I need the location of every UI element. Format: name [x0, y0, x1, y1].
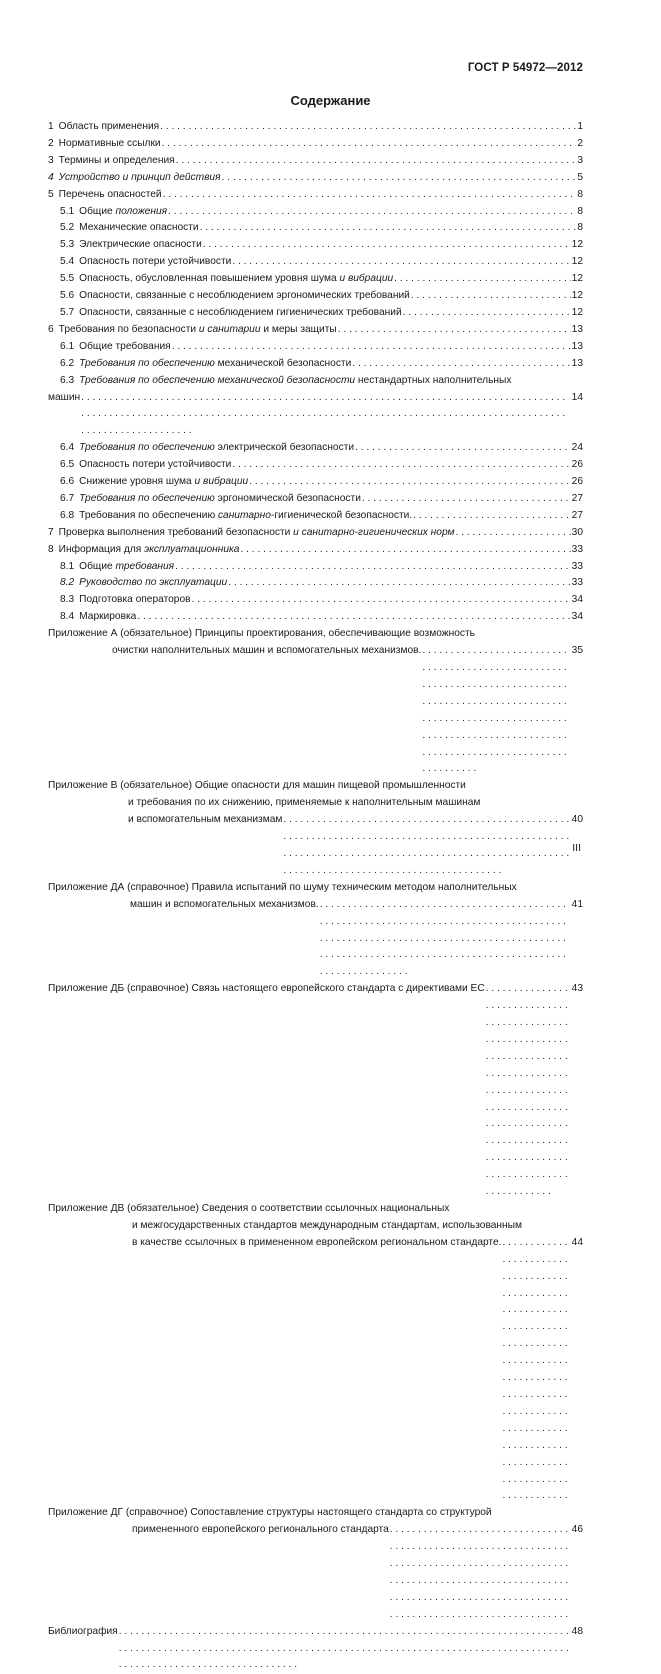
leader-dots [411, 288, 571, 305]
entry-text-part: -гигиенической безопасности. [270, 509, 413, 521]
leader-dots [192, 592, 571, 609]
leader-dots [403, 305, 571, 322]
appendix-entry[interactable] [48, 880, 583, 981]
entry-page-number: 43 [571, 983, 583, 995]
entry-number: 6.1 [60, 340, 75, 352]
appendix-entry[interactable] [48, 1201, 583, 1505]
toc-entry[interactable] [48, 440, 583, 457]
entry-page-number: 27 [571, 509, 583, 521]
leader-dots [160, 119, 576, 136]
entry-page-number: 12 [571, 290, 583, 302]
entry-text-part: Механические опасности [79, 222, 199, 234]
entry-page-number: 33 [571, 543, 583, 555]
entry-text-part: положения [115, 205, 168, 217]
entry-label [79, 440, 354, 457]
toc-entry[interactable] [48, 305, 583, 322]
entry-text-part: Проверка выполнения требований безопасности [58, 526, 294, 538]
entry-text-part: Требования по безопасности [58, 323, 199, 335]
toc-entry[interactable] [48, 204, 583, 221]
leader-dots [168, 204, 576, 221]
leader-dots [390, 1522, 571, 1623]
leader-dots [222, 170, 577, 187]
toc-entry[interactable] [48, 170, 583, 187]
entry-label [79, 375, 511, 386]
entry-page-number: 13 [571, 357, 583, 369]
toc-entry[interactable] [48, 542, 583, 559]
appendix-title-line: Приложение ДБ (справочное) Связь настоящего европейского стандарта с директивами ЕС [48, 983, 485, 995]
entry-label [79, 559, 174, 576]
toc-entry[interactable] [48, 491, 583, 508]
entry-text-part: Информация для [58, 543, 145, 555]
entry-label [79, 305, 401, 322]
entry-label [59, 322, 337, 339]
entry-text-part: Нормативные ссылки [58, 137, 161, 149]
appendix-title-line: Приложение ДА (справочное) Правила испытаний по шуму техническим методом наполнительных [48, 881, 517, 893]
leader-dots [232, 254, 570, 271]
entry-label [59, 525, 455, 542]
toc-entry[interactable] [48, 356, 583, 373]
entry-label [79, 592, 190, 609]
leader-dots [203, 237, 571, 254]
entry-text-part: Устройство и принцип действия [58, 171, 221, 183]
entry-text-part: и меры защиты [260, 323, 337, 335]
entry-label [79, 288, 410, 305]
entry-page-number: 41 [571, 898, 583, 910]
entry-text-part: Общие [79, 205, 116, 217]
entry-number: 7 [48, 526, 54, 538]
entry-text-part: Руководство по эксплуатации [79, 577, 228, 589]
toc-entry[interactable] [48, 457, 583, 474]
leader-dots [163, 187, 577, 204]
leader-dots [355, 440, 571, 457]
entry-number: 8.3 [60, 594, 75, 606]
entry-text-part: санитарно [217, 509, 271, 521]
entry-number: 6.4 [60, 442, 75, 454]
entry-number: 6.5 [60, 459, 75, 471]
toc-entry[interactable] [48, 237, 583, 254]
appendix-entry[interactable] [48, 1624, 583, 1674]
toc-entry[interactable] [48, 136, 583, 153]
entry-number: 6 [48, 323, 54, 335]
entry-text-part: Термины и определения [58, 154, 175, 166]
entry-number: 6.6 [60, 476, 75, 488]
entry-label [59, 187, 162, 204]
leader-dots [456, 525, 571, 542]
toc-entry[interactable] [48, 339, 583, 356]
entry-page-number: 35 [571, 645, 583, 657]
standard-code: ГОСТ Р 54972—2012 [467, 62, 583, 74]
entry-text-part: Опасность, обусловленная повышением уровня шума [79, 273, 340, 285]
entry-label [79, 254, 231, 271]
entry-label [59, 153, 175, 170]
appendix-title-line: Приложение ДГ (справочное) Сопоставление структуры настоящего стандарта со структурой [48, 1507, 492, 1519]
entry-number: 8 [48, 543, 54, 555]
entry-label [79, 474, 248, 491]
entry-page-number: 12 [571, 306, 583, 318]
appendix-entry[interactable] [48, 1505, 583, 1623]
entry-label [59, 119, 159, 136]
toc-entry[interactable] [48, 525, 583, 542]
entry-number: 3 [48, 154, 54, 166]
leader-dots [502, 1235, 570, 1506]
toc-entry[interactable] [48, 220, 583, 237]
entry-text-part: Электрические опасности [79, 239, 202, 251]
leader-dots [486, 981, 571, 1201]
leader-dots [422, 643, 570, 778]
entry-text-part: требования [115, 560, 175, 572]
entry-page-number: 33 [571, 560, 583, 572]
leader-dots [320, 897, 571, 982]
page-title: Содержание [290, 93, 371, 108]
appendix-title-line: Приложение А (обязательное) Принципы проектирования, обеспечивающие возможность [48, 628, 475, 640]
entry-number: 5.4 [60, 256, 75, 268]
leader-dots [240, 542, 570, 559]
entry-page-number: 48 [571, 1625, 583, 1637]
entry-label [79, 204, 167, 221]
entry-text-part: Маркировка [79, 611, 137, 623]
leader-dots [162, 136, 577, 153]
entry-label [79, 271, 393, 288]
entry-page-number: 5 [577, 171, 583, 183]
toc-entry[interactable] [48, 609, 583, 626]
entry-page-number: 33 [571, 577, 583, 589]
toc-entry[interactable] [48, 508, 583, 525]
appendix-title-line: и требования по их снижению, применяемые к наполнительным машинам [128, 797, 481, 809]
entry-page-number: 13 [571, 340, 583, 352]
leader-dots [81, 390, 570, 441]
entry-number: 5 [48, 188, 54, 200]
appendix-title-line: Приложение В (обязательное) Общие опасности для машин пищевой промышленности [48, 780, 466, 792]
entry-text-part: Подготовка операторов [79, 594, 191, 606]
leader-dots [362, 491, 571, 508]
toc-entry[interactable] [48, 373, 583, 441]
entry-number: 5.5 [60, 273, 75, 285]
toc-entry[interactable] [48, 322, 583, 339]
page-number: III [572, 842, 581, 854]
entry-number: 4 [48, 171, 54, 183]
appendix-entry[interactable] [48, 626, 583, 778]
entry-text-part: эксплуатационника [144, 543, 240, 555]
leader-dots [137, 609, 570, 626]
entry-number: 5.1 [60, 205, 75, 217]
leader-dots [352, 356, 570, 373]
leader-dots [338, 322, 571, 339]
leader-dots [232, 457, 570, 474]
appendix-title-line: очистки наполнительных машин и вспомогательных механизмов. [112, 645, 422, 657]
entry-page-number: 8 [577, 188, 583, 200]
leader-dots [172, 339, 571, 356]
entry-page-number: 1 [577, 121, 583, 132]
entry-label [59, 542, 240, 559]
entry-page-number: 2 [577, 137, 583, 149]
entry-page-number: 12 [571, 256, 583, 268]
entry-label [79, 609, 136, 626]
appendix-title-line: машин и вспомогательных механизмов. [130, 898, 319, 910]
leader-dots [175, 559, 571, 576]
toc-entry[interactable] [48, 575, 583, 592]
entry-text-part: Опасности, связанные с несоблюдением эргономических требований [79, 290, 410, 302]
entry-page-number: 34 [571, 594, 583, 606]
entry-text-part: Область применения [58, 121, 160, 132]
entry-label [79, 356, 351, 373]
entry-text-part: и вибрации [194, 476, 249, 488]
table-of-contents [48, 119, 583, 1674]
entry-page-number: 26 [571, 459, 583, 471]
entry-page-number: 12 [571, 273, 583, 285]
entry-page-number: 12 [571, 239, 583, 251]
entry-text-part: Опасности, связанные с несоблюдением гигиенических требований [79, 306, 402, 318]
entry-text-part: электрической безопасности [214, 442, 355, 454]
toc-entry[interactable] [48, 271, 583, 288]
leader-dots [176, 153, 577, 170]
entry-text-part: эргономической безопасности [214, 492, 361, 504]
entry-text-part: Требования по обеспечению механической безопасности [79, 374, 356, 386]
appendix-title-line: Библиография [48, 1625, 118, 1637]
entry-text-part: Требования по обеспечению [79, 492, 215, 504]
entry-text-part: машин [48, 391, 81, 403]
entry-number: 5.2 [60, 222, 75, 234]
entry-page-number: 40 [571, 814, 583, 826]
entry-page-number: 27 [571, 492, 583, 504]
entry-label [79, 575, 227, 592]
entry-page-number: 24 [571, 442, 583, 454]
entry-label [79, 237, 202, 254]
entry-page-number: 26 [571, 476, 583, 488]
entry-number: 2 [48, 137, 54, 149]
entry-text-part: Общие [79, 560, 116, 572]
toc-entry[interactable] [48, 559, 583, 576]
entry-text-part: и санитарии [198, 323, 261, 335]
entry-text-part: Снижение уровня шума [79, 476, 195, 488]
entry-page-number: 8 [577, 222, 583, 234]
entry-text-part: механической безопасности [214, 357, 352, 369]
entry-number: 6.2 [60, 357, 75, 369]
entry-label [79, 220, 198, 237]
entry-label [59, 136, 161, 153]
entry-text-part: и вибрации [339, 273, 394, 285]
leader-dots [200, 220, 577, 237]
appendix-title-line: и вспомогательным механизмам [128, 814, 283, 826]
toc-entry[interactable] [48, 474, 583, 491]
entry-page-number: 14 [571, 391, 583, 403]
entry-page-number: 44 [571, 1236, 583, 1248]
entry-text-part: Опасность потери устойчивости [79, 256, 232, 268]
entry-page-number: 30 [571, 526, 583, 538]
entry-page-number: 8 [577, 205, 583, 217]
entry-number: 8.4 [60, 611, 75, 623]
entry-text-part: Требования по обеспечению [79, 509, 218, 521]
leader-dots [119, 1624, 571, 1674]
entry-page-number: 34 [571, 611, 583, 623]
entry-number: 6.3 [60, 374, 75, 386]
entry-page-number: 46 [571, 1524, 583, 1536]
toc-entry[interactable] [48, 592, 583, 609]
toc-entry[interactable] [48, 119, 583, 136]
appendix-entry[interactable] [48, 778, 583, 879]
entry-label [59, 170, 221, 187]
entry-number: 8.1 [60, 560, 75, 572]
entry-label-continuation [48, 390, 80, 407]
leader-dots [249, 474, 570, 491]
entry-page-number: 13 [571, 323, 583, 335]
entry-number: 6.8 [60, 509, 75, 521]
entry-number: 5.7 [60, 306, 75, 318]
toc-entry[interactable] [48, 288, 583, 305]
entry-number: 6.7 [60, 492, 75, 504]
entry-page-number: 3 [577, 154, 583, 166]
entry-label [79, 339, 171, 356]
entry-text-part: Опасность потери устойчивости [79, 459, 232, 471]
entry-number: 5.6 [60, 290, 75, 302]
entry-number: 1 [48, 121, 54, 132]
appendix-title-line: примененного европейского регионального стандарта [132, 1524, 389, 1536]
leader-dots [394, 271, 571, 288]
toc-entry[interactable] [48, 187, 583, 204]
entry-text-part: Перечень опасностей [58, 188, 162, 200]
entry-number: 8.2 [60, 577, 75, 589]
entry-text-part: Общие требования [79, 340, 171, 352]
appendix-title-line: Приложение ДВ (обязательное) Сведения о соответствии ссылочных национальных [48, 1203, 450, 1214]
entry-label [79, 508, 412, 525]
entry-text-part: нестандартных наполнительных [355, 374, 512, 386]
leader-dots [283, 812, 570, 880]
appendix-title-line: в качестве ссылочных в примененном европейском региональном стандарте. [132, 1236, 502, 1248]
leader-dots [413, 508, 570, 525]
entry-number: 5.3 [60, 239, 75, 251]
entry-text-part: и санитарно-гигиенических норм [293, 526, 455, 538]
appendix-title-line: и межгосударственных стандартов международным стандартам, использованным [132, 1219, 523, 1231]
leader-dots [228, 575, 570, 592]
entry-text-part: Требования по обеспечению [79, 357, 215, 369]
toc-entry[interactable] [48, 254, 583, 271]
entry-text-part: Требования по обеспечению [79, 442, 215, 454]
toc-entry[interactable] [48, 153, 583, 170]
entry-label [79, 457, 231, 474]
appendix-entry[interactable] [48, 981, 583, 1201]
entry-label [79, 491, 361, 508]
